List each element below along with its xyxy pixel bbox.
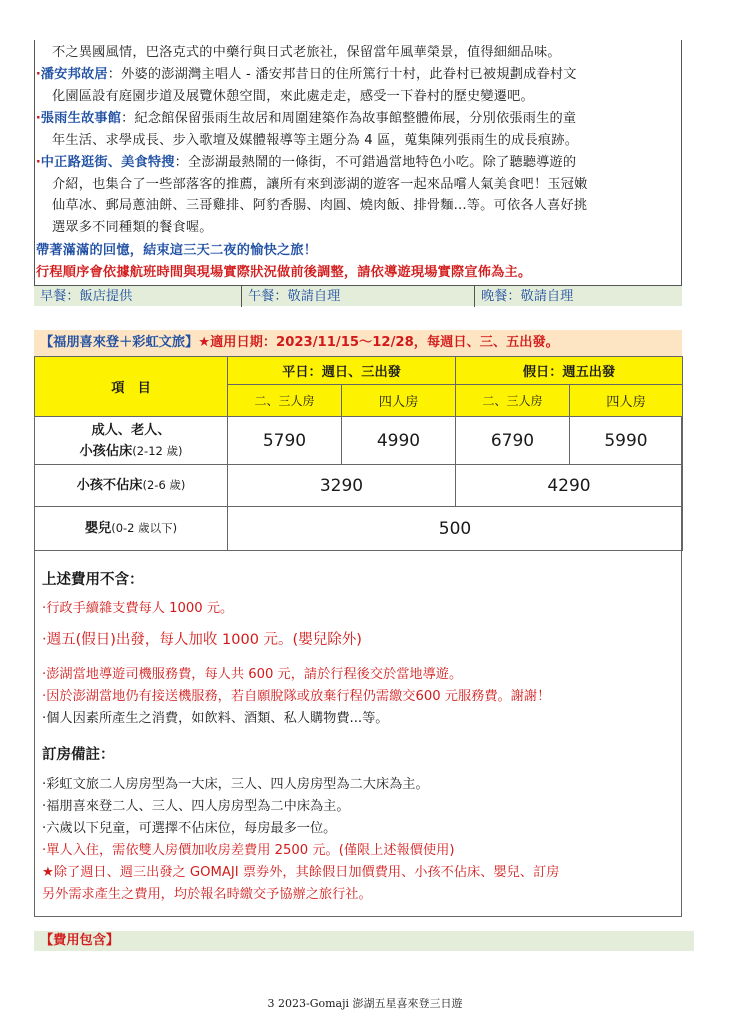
closing-line: 帶著滿滿的回憶，結束這三天二夜的愉快之旅！ [36,243,318,258]
holiday-header: 假日：週五出發 [456,357,683,385]
holiday-room-4: 四人房 [570,385,683,417]
weekday-header: 平日：週日、三出發 [228,357,456,385]
spot-chang-yusheng: ‧張雨生故事館：紀念館保留張雨生故居和周圍建築作為故事館整體佈展，分別依張雨生的童 年生活、求學成長、步入歌壇及媒體報導等主題分為 4 區，蒐集陳列張雨生的成長痕跡。 [36,111,579,148]
booking-item: ‧彩虹文旅二人房房型為一大床，三人、四人房房型為二大床為主。 [42,777,429,792]
price-cell: 6790 [456,417,570,465]
weekday-room-23: 二、三人房 [228,385,342,417]
booking-heading: 訂房備註： [42,747,115,763]
price-cell: 500 [228,507,683,551]
table-row [35,507,683,551]
itinerary-intro [36,42,676,64]
price-table [34,356,683,551]
fee-included-bar [34,931,694,951]
dinner-cell: 晚餐：敬請自理 [474,286,682,307]
valid-dates: 適用日期：2023/11/15～12/28，每週日、三、五出發。 [210,335,559,350]
spot-zhongzheng-road: ‧中正路逛街、美食特搜：全澎湖最熱鬧的一條街，不可錯過當地特色小吃。除了聽聽導遊的 介紹，也集合了一些部落客的推薦，讓所有來到澎湖的遊客一起來品嚐人氣美食吧！玉冠嫩 仙草冰、郵局蔥油餅、三哥雞排、阿豹香腸、肉圓、燒肉飯、排骨麵...等。可依各人喜好挑 選眾多不同種類的餐食喔。 [36,155,588,235]
exclusion-item: ‧因於澎湖當地仍有接送機服務，若自願脫隊或放棄行程仍需繳交600 元服務費。謝謝！ [42,689,551,704]
booking-star-note: ★除了週日、週三出發之 GOMAJI 票券外，其餘假日加價費用、小孩不佔床、嬰兒、訂房 [42,865,560,880]
schedule-notice: 行程順序會依據航班時間與現場實際狀況做前後調整，請依導遊現場實際宣佈為主。 [36,265,532,280]
price-cell: 5790 [228,417,342,465]
row-label-infant: 嬰兒(0-2 歲以下) [35,507,228,551]
exclusion-item: ‧澎湖當地導遊司機服務費，每人共 600 元，請於行程後交於當地導遊。 [42,667,463,682]
holiday-room-23: 二、三人房 [456,385,570,417]
booking-star-note-cont: 另外需求產生之費用，均於報名時繳交予協辦之旅行社。 [42,887,372,902]
spot-name: 張雨生故事館 [40,111,122,126]
item-header: 項 目 [35,357,228,417]
breakfast-cell: 早餐：飯店提供 [40,289,133,304]
spot-name: 潘安邦故居 [40,67,108,82]
price-cell: 5990 [570,417,683,465]
row-label-child-no-bed: 小孩不佔床(2-6 歲) [35,465,228,507]
pricing-title [34,330,682,356]
fee-included-label: 【費用包含】 [40,933,120,948]
star-icon: ★ [198,335,211,350]
spot-pan-anbang: ‧潘安邦故居：外婆的澎湖灣主唱人 - 潘安邦昔日的住所篤行十村，此眷村已被規劃成眷村文 化園區設有庭園步道及展覽休憩空間，來此處走走，感受一下眷村的歷史變遷吧。 [36,67,577,104]
booking-item: ‧福朋喜來登二人、三人、四人房房型為二中床為主。 [42,799,350,814]
booking-item: ‧六歲以下兒童，可選擇不佔床位，每房最多一位。 [42,821,337,836]
exclusion-item: ‧行政手續雜支費每人 1000 元。 [42,601,234,616]
booking-item: ‧單人入住，需依雙人房價加收房差費用 2500 元。(僅限上述報價使用) [42,843,455,858]
table-row [35,417,683,465]
exclusions-heading: 上述費用不含： [42,572,144,588]
hotel-brand-label: 【福朋喜來登＋彩虹文旅】 [40,335,199,350]
exclusion-item: ‧週五(假日)出發，每人加收 1000 元。(嬰兒除外) [42,632,362,648]
page-footer: 3 2023-Gomaji 澎湖五星喜來登三日遊 [267,997,463,1010]
spot-name: 中正路逛街、美食特搜 [40,155,175,170]
intro-line: 不之異國風情，巴洛克式的中藥行與日式老旅社，保留當年風華榮景，值得細細品味。 [52,45,561,60]
price-cell: 3290 [228,465,456,507]
table-row [35,465,683,507]
row-label-adult: 成人、老人、 小孩佔床(2-12 歲) [35,417,228,465]
meals-row [34,285,682,306]
weekday-room-4: 四人房 [342,385,456,417]
price-cell: 4990 [342,417,456,465]
lunch-cell: 午餐：敬請自理 [241,286,474,307]
exclusion-item: ‧個人因素所產生之消費，如飲料、酒類、私人購物費...等。 [42,711,389,726]
price-cell: 4290 [456,465,683,507]
